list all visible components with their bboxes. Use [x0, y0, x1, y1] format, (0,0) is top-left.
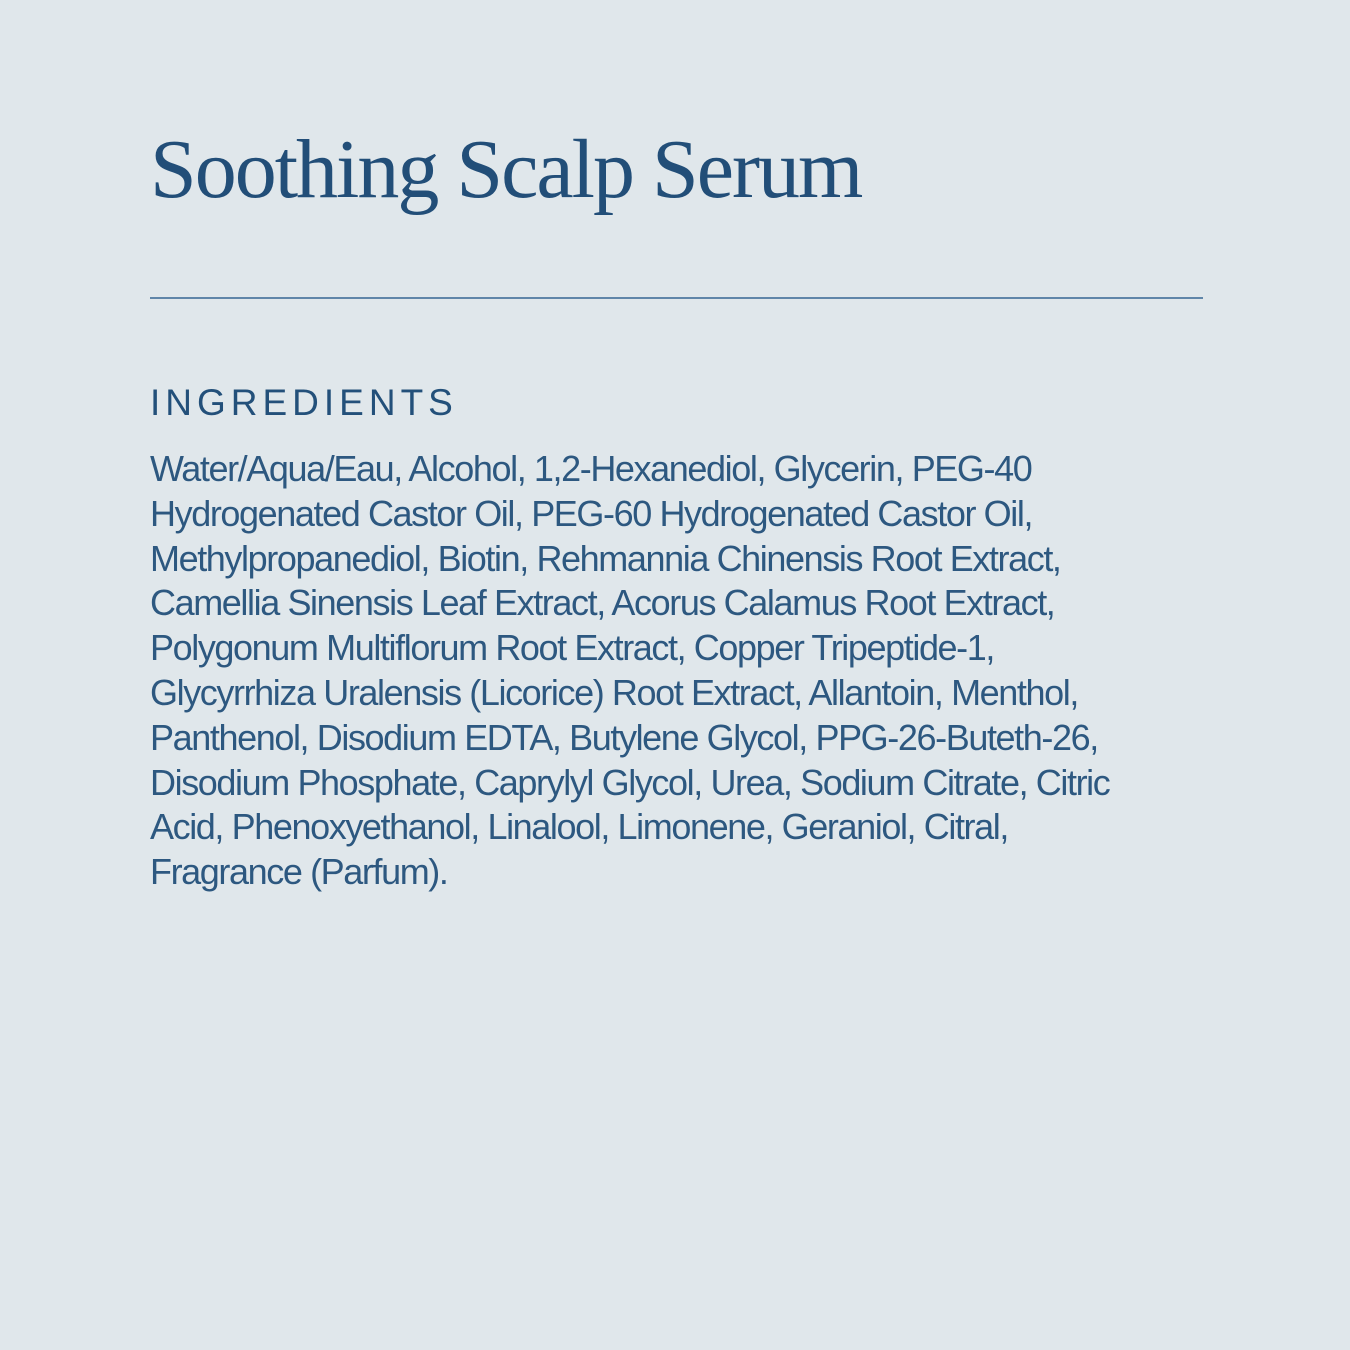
ingredients-text-line: Glycyrrhiza Uralensis (Licorice) Root Extract, Allantoin, Menthol, [150, 671, 1078, 713]
section-divider [150, 297, 1203, 299]
product-title: Soothing Scalp Serum [150, 123, 862, 216]
ingredients-text-line: Water/Aqua/Eau, Alcohol, 1,2-Hexanediol, Glycerin, PEG-40 [150, 448, 1032, 489]
ingredients-text-line: Acid, Phenoxyethanol, Linalool, Limonene, Geraniol, Citral, [150, 806, 1008, 848]
ingredients-text-line: Fragrance (Parfum). [150, 851, 448, 893]
ingredients-text-line: Polygonum Multiflorum Root Extract, Copper Tripeptide-1, [150, 627, 994, 669]
ingredients-list [150, 447, 1240, 895]
ingredients-text-line: Panthenol, Disodium EDTA, Butylene Glycol, PPG-26-Buteth-26, [150, 716, 1098, 758]
ingredients-text-line: Disodium Phosphate, Caprylyl Glycol, Urea, Sodium Citrate, Citric [150, 761, 1110, 803]
ingredients-text-line: Methylpropanediol, Biotin, Rehmannia Chinensis Root Extract, [150, 537, 1061, 579]
ingredients-text-line: Camellia Sinensis Leaf Extract, Acorus Calamus Root Extract, [150, 582, 1055, 624]
ingredients-text-line: Hydrogenated Castor Oil, PEG-60 Hydrogenated Castor Oil, [150, 492, 1033, 534]
ingredients-heading: INGREDIENTS [150, 382, 458, 423]
